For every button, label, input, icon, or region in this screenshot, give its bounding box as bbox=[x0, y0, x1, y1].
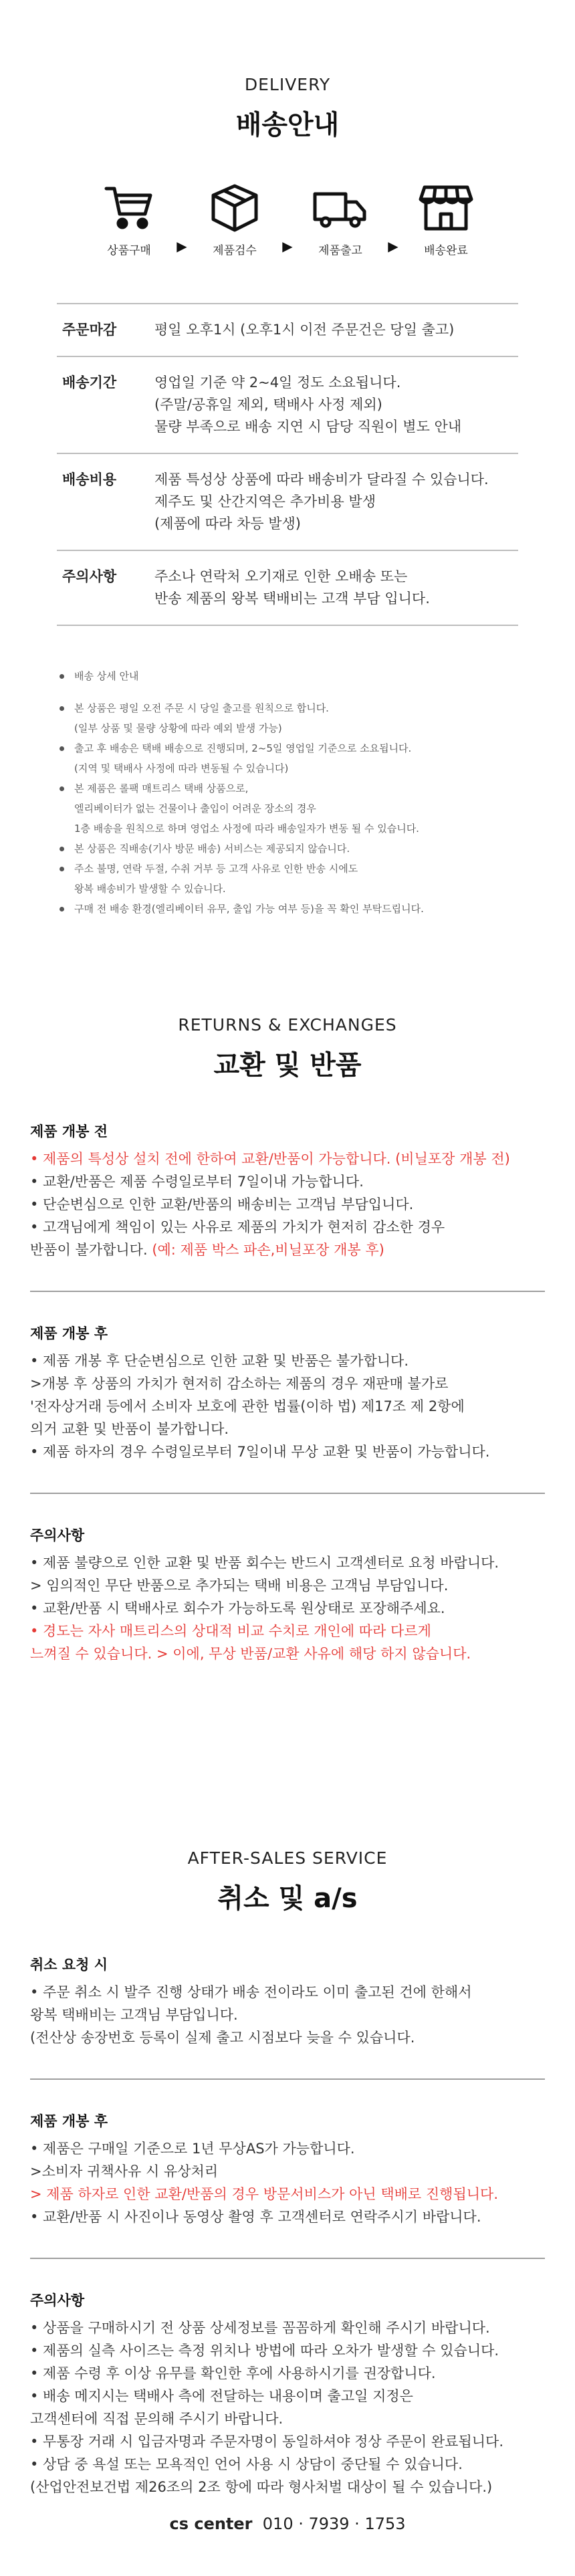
delivery-info-table bbox=[57, 303, 518, 626]
step-label: 제품검수 bbox=[213, 244, 257, 257]
step-complete bbox=[407, 182, 485, 257]
block-body bbox=[30, 1551, 545, 1665]
info-block bbox=[30, 1121, 545, 1261]
section-divider bbox=[30, 2258, 545, 2259]
info-value bbox=[154, 566, 430, 610]
block-line bbox=[30, 2339, 545, 2362]
info-block bbox=[30, 1323, 545, 1463]
info-block bbox=[30, 1954, 545, 2049]
delivery-steps bbox=[0, 182, 575, 257]
block-line bbox=[30, 2476, 545, 2498]
highlight-text: • 제품의 특성상 설치 전에 한하여 교환/반품이 가능합니다. (비닐포장 개봉 전) bbox=[30, 1151, 510, 1167]
block-body bbox=[30, 1148, 545, 1261]
returns-title: 교환 및 반품 bbox=[213, 1050, 362, 1081]
block-line bbox=[30, 1440, 545, 1463]
info-label: 배송기간 bbox=[62, 374, 117, 391]
block-line bbox=[30, 2137, 545, 2160]
highlight-text: (예: 제품 박스 파손,비닐포장 개봉 후) bbox=[152, 1242, 384, 1258]
line-text: • 제품 개봉 후 단순변심으로 인한 교환 및 반품은 불가합니다. bbox=[30, 1353, 409, 1369]
info-line: 영업일 기준 약 2~4일 정도 소요됩니다. bbox=[154, 374, 401, 391]
line-text: • 교환/반품은 제품 수령일로부터 7일이내 가능합니다. bbox=[30, 1174, 364, 1190]
info-row-period bbox=[57, 357, 518, 454]
block-line bbox=[30, 1418, 545, 1440]
line-text: • 고객님에게 책임이 있는 사유로 제품의 가치가 현저히 감소한 경우 bbox=[30, 1219, 445, 1235]
returns-eng-title: RETURNS & EXCHANGES bbox=[178, 1015, 397, 1035]
block-title: 제품 개봉 후 bbox=[30, 2113, 108, 2129]
note-item: 구매 전 배송 환경(엘리베이터 유무, 출입 가능 여부 등)을 꼭 확인 부탁드립니다. bbox=[57, 899, 518, 919]
truck-icon bbox=[312, 182, 368, 233]
info-block bbox=[30, 2111, 545, 2228]
line-text: • 교환/반품 시 택배사로 회수가 가능하도록 원상태로 포장해주세요. bbox=[30, 1600, 445, 1616]
delivery-title: 배송안내 bbox=[235, 110, 340, 140]
step-inspect bbox=[195, 182, 274, 257]
after-sales-section bbox=[0, 1765, 575, 2495]
info-line: 주소나 연락처 오기재로 인한 오배송 또는 bbox=[154, 568, 408, 584]
line-text: • 단순변심으로 인한 교환/반품의 배송비는 고객님 부담입니다. bbox=[30, 1196, 414, 1212]
block-title: 제품 개봉 후 bbox=[30, 1325, 108, 1341]
step-ship bbox=[301, 182, 380, 257]
block-line bbox=[30, 1620, 545, 1642]
cs-center bbox=[0, 2514, 575, 2533]
returns-section bbox=[0, 990, 575, 1765]
info-block bbox=[30, 1525, 545, 1665]
after-blocks bbox=[0, 1954, 575, 2498]
note-item: 본 상품은 직배송(기사 방문 배송) 서비스는 제공되지 않습니다. bbox=[57, 839, 518, 859]
info-row-cost bbox=[57, 454, 518, 551]
section-divider bbox=[30, 1291, 545, 1292]
line-text: • 제품 하자의 경우 수령일로부터 7일이내 무상 교환 및 반품이 가능합니다. bbox=[30, 1444, 490, 1460]
block-line bbox=[30, 2160, 545, 2183]
block-line bbox=[30, 2183, 545, 2206]
box-icon bbox=[207, 182, 263, 233]
note-item: 본 상품은 평일 오전 주문 시 당일 출고를 원칙으로 합니다. (일부 상품 및 물량 상황에 따라 예외 발생 가능) bbox=[57, 698, 518, 738]
block-body bbox=[30, 2317, 545, 2498]
block-line bbox=[30, 2385, 545, 2407]
block-line bbox=[30, 2407, 545, 2430]
block-line bbox=[30, 2026, 545, 2049]
block-line bbox=[30, 1170, 545, 1193]
step-label: 배송완료 bbox=[424, 244, 468, 257]
info-value bbox=[154, 372, 461, 438]
block-line bbox=[30, 1350, 545, 1372]
note-item: 출고 후 배송은 택배 배송으로 진행되며, 2~5일 영업일 기준으로 소요됩니다. (지역 및 택배사 사정에 따라 변동될 수 있습니다) bbox=[57, 738, 518, 778]
line-text: '전자상거래 등에서 소비자 보호에 관한 법률(이하 법) 제17조 제 2항에 bbox=[30, 1398, 465, 1414]
info-line: 제품 특성상 상품에 따라 배송비가 달라질 수 있습니다. bbox=[154, 471, 489, 488]
delivery-notes bbox=[57, 666, 518, 919]
block-body bbox=[30, 1981, 545, 2049]
block-title: 주의사항 bbox=[30, 1527, 85, 1543]
block-line bbox=[30, 1551, 545, 1574]
after-eng-title: AFTER-SALES SERVICE bbox=[187, 1848, 388, 1868]
block-body bbox=[30, 2137, 545, 2228]
delivery-eng-title: DELIVERY bbox=[244, 75, 331, 94]
line-text: • 무통장 거래 시 입금자명과 주문자명이 동일하셔야 정상 주문이 완료됩니다. bbox=[30, 2434, 504, 2450]
info-label: 주의사항 bbox=[62, 568, 117, 584]
info-row-deadline bbox=[57, 304, 518, 357]
after-title: 취소 및 a/s bbox=[217, 1883, 358, 1914]
line-text: > 임의적인 무단 반품으로 추가되는 택배 비용은 고객님 부담입니다. bbox=[30, 1578, 449, 1594]
info-label: 배송비용 bbox=[62, 471, 117, 488]
block-title: 주의사항 bbox=[30, 2292, 85, 2309]
line-text: >개봉 후 상품의 가치가 현저히 감소하는 제품의 경우 재판매 불가로 bbox=[30, 1376, 449, 1392]
line-text: • 배송 메지시는 택배사 측에 전달하는 내용이며 출고일 지정은 bbox=[30, 2388, 413, 2404]
info-line: (주말/공휴일 제외, 택배사 사정 제외) bbox=[154, 397, 382, 413]
block-line bbox=[30, 1642, 545, 1665]
block-line bbox=[30, 1216, 545, 1239]
note-item: 주소 불명, 연락 두절, 수취 거부 등 고객 사유로 인한 반송 시에도 왕복 배송비가 발생할 수 있습니다. bbox=[57, 859, 518, 899]
block-line bbox=[30, 1395, 545, 1418]
block-line bbox=[30, 1372, 545, 1395]
highlight-text: > 제품 하자로 인한 교환/반품의 경우 방문서비스가 아닌 택배로 진행됩니다. bbox=[30, 2186, 499, 2202]
step-arrow: ▶ bbox=[388, 238, 398, 254]
info-line: 반송 제품의 왕복 택배비는 고객 부담 입니다. bbox=[154, 591, 430, 607]
step-arrow: ▶ bbox=[177, 238, 187, 254]
step-purchase bbox=[90, 182, 168, 257]
section-divider bbox=[30, 1493, 545, 1494]
highlight-text: • 경도는 자사 매트리스의 상대적 비교 수치로 개인에 따라 다르게 bbox=[30, 1623, 431, 1639]
block-title: 제품 개봉 전 bbox=[30, 1123, 108, 1140]
block-line bbox=[30, 1597, 545, 1620]
block-line bbox=[30, 2004, 545, 2026]
line-text: • 제품은 구매일 기준으로 1년 무상AS가 가능합니다. bbox=[30, 2141, 355, 2157]
line-text: • 제품의 실측 사이즈는 측정 위치나 방법에 따라 오차가 발생할 수 있습니다. bbox=[30, 2343, 499, 2359]
highlight-text: 느껴질 수 있습니다. > 이에, 무상 반품/교환 사유에 해당 하지 않습니다. bbox=[30, 1646, 471, 1662]
block-line bbox=[30, 1574, 545, 1597]
info-row-caution bbox=[57, 551, 518, 626]
info-value bbox=[154, 469, 489, 535]
cart-icon bbox=[101, 182, 157, 233]
block-line bbox=[30, 2453, 545, 2476]
line-text: 왕복 택배비는 고객님 부담입니다. bbox=[30, 2007, 238, 2023]
block-line bbox=[30, 2362, 545, 2385]
info-line: (제품에 따라 차등 발생) bbox=[154, 516, 301, 532]
line-text: 반품이 불가합니다. bbox=[30, 1242, 152, 1258]
block-line bbox=[30, 2317, 545, 2339]
cs-phone[interactable]: 010 · 7939 · 1753 bbox=[262, 2514, 406, 2533]
info-label: 주문마감 bbox=[62, 322, 117, 338]
step-label: 상품구매 bbox=[107, 244, 151, 257]
step-arrow: ▶ bbox=[282, 238, 293, 254]
line-text: 고객센터에 직접 문의해 주시기 바랍니다. bbox=[30, 2411, 283, 2427]
note-item: 본 제품은 롤팩 매트리스 택배 상품으로, 엘리베이터가 없는 건물이나 출입이 어려운 장소의 경우 1층 배송을 원칙으로 하며 영업소 사정에 따라 배송일자가 변동 될 수 있습니다. bbox=[57, 778, 518, 839]
info-value bbox=[154, 319, 454, 341]
line-text: (전산상 송장번호 등록이 실제 출고 시점보다 늦을 수 있습니다. bbox=[30, 2030, 415, 2046]
block-title: 취소 요청 시 bbox=[30, 1957, 108, 1973]
block-line bbox=[30, 1193, 545, 1216]
cs-label: cs center bbox=[169, 2514, 253, 2533]
step-label: 제품출고 bbox=[318, 244, 362, 257]
block-line bbox=[30, 1981, 545, 2004]
line-text: • 주문 취소 시 발주 진행 상태가 배송 전이라도 이미 출고된 건에 한해서 bbox=[30, 1984, 472, 2000]
block-line bbox=[30, 1148, 545, 1170]
line-text: • 상품을 구매하시기 전 상품 상세정보를 꼼꼼하게 확인해 주시기 바랍니다. bbox=[30, 2320, 490, 2336]
line-text: (산업안전보건법 제26조의 2조 항에 따라 형사처벌 대상이 될 수 있습니다.) bbox=[30, 2479, 493, 2495]
line-text: >소비자 귀책사유 시 유상처리 bbox=[30, 2163, 219, 2179]
info-line: 물량 부족으로 배송 지연 시 담당 직원이 별도 안내 bbox=[154, 419, 462, 435]
line-text: • 교환/반품 시 사진이나 동영상 촬영 후 고객센터로 연락주시기 바랍니다. bbox=[30, 2209, 481, 2225]
returns-blocks bbox=[0, 1121, 575, 1665]
line-text: • 제품 불량으로 인한 교환 및 반품 회수는 반드시 고객센터로 요청 바랍니다. bbox=[30, 1555, 499, 1571]
delivery-section bbox=[0, 0, 575, 990]
info-line: 평일 오후1시 (오후1시 이전 주문건은 당일 출고) bbox=[154, 322, 455, 338]
section-divider bbox=[30, 2078, 545, 2080]
line-text: • 상담 중 욕설 또는 모욕적인 언어 사용 시 상담이 중단될 수 있습니다. bbox=[30, 2456, 463, 2472]
block-body bbox=[30, 1350, 545, 1463]
line-text: 의거 교환 및 반품이 불가합니다. bbox=[30, 1421, 229, 1437]
block-line bbox=[30, 1239, 545, 1261]
info-line: 제주도 및 산간지역은 추가비용 발생 bbox=[154, 494, 376, 510]
notes-title: 배송 상세 안내 bbox=[57, 666, 518, 686]
store-icon bbox=[418, 182, 474, 233]
info-block bbox=[30, 2290, 545, 2498]
line-text: • 제품 수령 후 이상 유무를 확인한 후에 사용하시기를 권장합니다. bbox=[30, 2365, 436, 2381]
block-line bbox=[30, 2430, 545, 2453]
block-line bbox=[30, 2206, 545, 2228]
